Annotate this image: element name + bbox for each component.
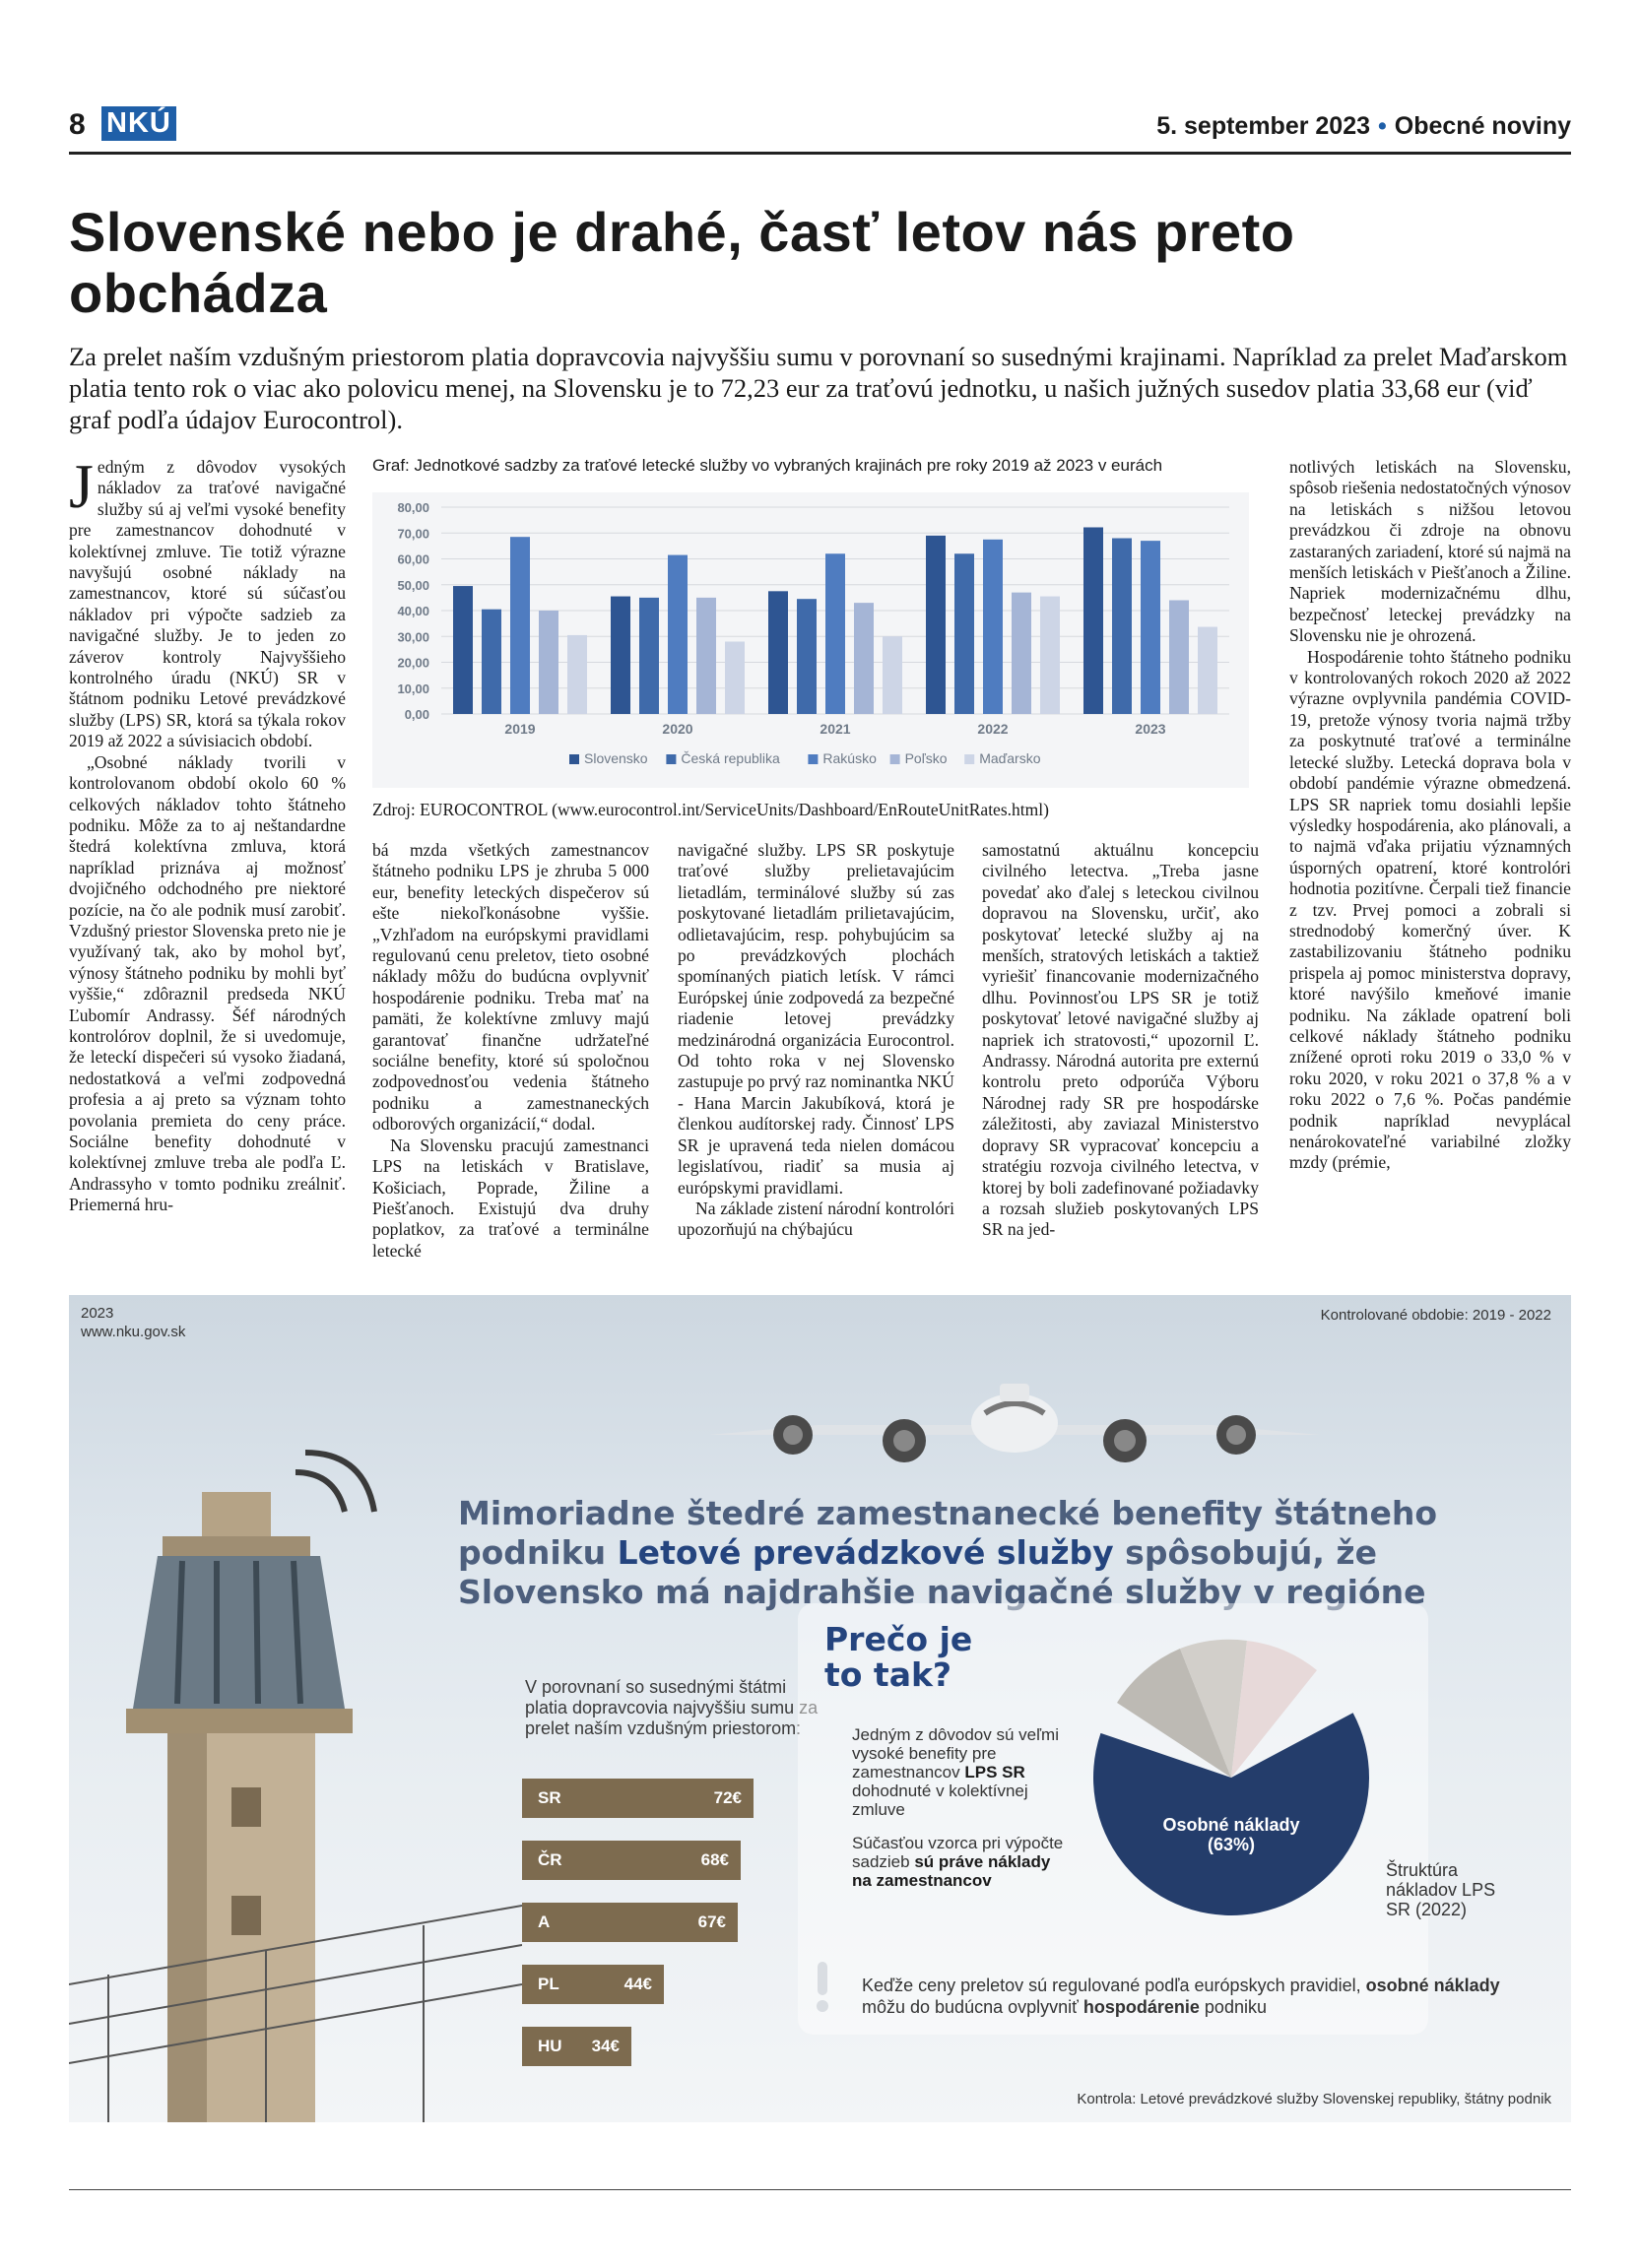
- legend-label: Slovensko: [584, 750, 648, 766]
- paragraph: navigačné služby. LPS SR poskytuje traťové služby prelietavajúcim lietadlám, terminálové služby sú zas poskytované lietadlám prilietavajúcim, odlietavajúcim, resp. pohybujúcim sa po prevádzkových plochách spomínaných piatich letísk. V rámci Európskej únie zodpovedá za bezpečné riadenie letovej prevádzky medzinárodná organizácia Eurocontrol. Od tohto roka v nej Slovensko zastupuje po prvý raz nominantka NKÚ - Hana Marcin Jakubíková, ktorá je členkou audítorskej rady. Činnosť LPS SR je upravená teda nielen domácou legislatívou, riadiť sa musia aj európskymi pravidlami.: [678, 840, 954, 1198]
- pie-caption: Štruktúra nákladov LPS SR (2022): [1386, 1860, 1496, 1919]
- page-header: [69, 106, 1571, 155]
- page-number: 8: [69, 108, 86, 141]
- control-period: Kontrolované obdobie: 2019 - 2022: [1320, 1307, 1551, 1324]
- bar-2022-4: [1040, 597, 1060, 714]
- bar-2022-2: [983, 540, 1003, 714]
- infographic-footer: Kontrola: Letové prevádzkové služby Slovenskej republiky, štátny podnik: [1077, 2091, 1551, 2107]
- y-axis-labels: [397, 500, 429, 722]
- article-column-2: [372, 840, 649, 1262]
- price-value: 67€: [697, 1912, 726, 1931]
- why-heading: Prečo je to tak?: [824, 1620, 973, 1694]
- cost-structure-pie-chart: [1074, 1620, 1389, 1935]
- paragraph: Hospodárenie tohto štátneho podniku v kontrolovaných rokoch 2020 až 2022 výrazne ovplyvnila pandémia COVID-19, pretože výnosy tvoria najmä tržby za poskytnuté traťové a terminálne letecké služby. Letecká doprava bola v období pandémie výrazne obmedzená. LPS SR napriek tomu dosiahli lepšie výsledky hospodárenia, ako plánovali, a to najmä vďaka prijatiu významných úsporných opatrení, ktoré kontrolóri hodnotia pozitívne. Čerpali tiež financie z tzv. Prvej pomoci a zobrali si strednodobý komerčný úver. K zastabilizovaniu štátneho podniku prispela aj pomoc ministerstva dopravy, ktoré navýšilo kmeňové imanie podniku. Na základe opatrení boli celkové náklady štátneho podniku znížené oproti roku 2019 o 33,0 % v roku 2020, v roku 2021 o 37,8 % a v roku 2022 o 7,6 %. Počas pandémie podnik napríklad nevyplácal nenárokovateľné variabilné zložky mzdy (prémie,: [1289, 646, 1571, 1173]
- bar-2019-3: [539, 611, 558, 714]
- drop-cap: J: [69, 451, 94, 521]
- paragraph: Na Slovensku pracujú zamestnanci LPS na letiskách v Bratislave, Košiciach, Poprade, Žiline a Piešťanoch. Existujú dva druhy poplatkov, za traťové a terminálne letecké: [372, 1134, 649, 1261]
- price-value: 34€: [591, 2037, 620, 2055]
- legend-swatch: [569, 754, 579, 764]
- bar-2020-1: [639, 598, 659, 714]
- bar-2019-1: [482, 610, 501, 714]
- exclamation-icon: [803, 1957, 842, 2016]
- bottom-rule: [69, 2189, 1571, 2190]
- infographic-note: Keďže ceny preletov sú regulované podľa európskych pravidiel, osobné náklady môžu do budúcna ovplyvniť hospodárenie podniku: [862, 1976, 1500, 2017]
- y-tick-label: 70,00: [397, 526, 429, 542]
- legend-swatch: [890, 754, 900, 764]
- price-value: 68€: [700, 1850, 729, 1869]
- country-code: SR: [538, 1788, 561, 1807]
- bar-2022-0: [926, 536, 946, 714]
- x-tick-label: 2019: [504, 721, 536, 737]
- chart-caption: Graf: Jednotkové sadzby za traťové letecké služby vo vybraných krajinách pre roky 2019 až 2023 v eurách: [372, 456, 1163, 475]
- pie-label: Osobné náklady (63%): [1162, 1815, 1300, 1854]
- bar-2023-0: [1083, 527, 1103, 714]
- y-tick-label: 60,00: [397, 551, 429, 567]
- reason-benefits: Jedným z dôvodov sú veľmi vysoké benefity pre zamestnancov LPS SR dohodnuté v kolektívnej zmluve: [852, 1725, 1059, 1819]
- y-tick-label: 40,00: [397, 604, 429, 618]
- nku-logo: NKÚ: [101, 106, 176, 141]
- price-bar-A: [522, 1903, 738, 1942]
- airplane-icon: [680, 1374, 1349, 1502]
- bar-2022-1: [954, 553, 974, 714]
- price-value: 44€: [623, 1975, 652, 1993]
- issue-info: [1156, 112, 1571, 141]
- bar-2019-2: [510, 537, 530, 714]
- y-tick-label: 80,00: [397, 500, 429, 515]
- article-column-5: [1289, 457, 1571, 1174]
- price-value: 72€: [713, 1788, 742, 1807]
- price-bar-PL: [522, 1965, 664, 2004]
- bar-2020-4: [725, 642, 745, 715]
- bar-2023-2: [1141, 541, 1160, 714]
- newspaper-name: Obecné noviny: [1394, 112, 1571, 140]
- bar-2020-3: [696, 598, 716, 714]
- bar-2019-0: [453, 586, 473, 714]
- article-column-1: [69, 451, 346, 1216]
- price-bar-ČR: [522, 1841, 741, 1880]
- bar-2021-0: [768, 591, 788, 714]
- bar-2022-3: [1012, 593, 1031, 714]
- country-code: HU: [538, 2037, 562, 2055]
- bar-2020-0: [611, 597, 630, 714]
- paragraph: notlivých letiskách na Slovensku, spôsob riešenia nedostatočných výnosov na letiskách s nižšou letovou prevádzkou či zdroje na obnovu zastaraných zariadení, ktoré sú najmä na menších letiskách v Piešťanoch a Žiline. Napriek modernizačnému dlhu, bezpečnosť leteckej prevádzky na Slovensku nie je ohrozená.: [1289, 457, 1571, 646]
- y-tick-label: 10,00: [397, 680, 429, 696]
- bar-2021-2: [825, 553, 845, 714]
- article-lead: Za prelet naším vzdušným priestorom platia dopravcovia najvyššiu sumu v porovnaní so susednými krajinami. Napríklad za prelet Maďarskom platia tento rok o viac ako polovicu menej, na Slovensku je to 72,23 eur za traťovú jednotku, u našich južných susedov platia 33,68 eur (viď graf podľa údajov Eurocontrol).: [69, 342, 1568, 434]
- x-tick-label: 2020: [662, 721, 693, 737]
- legend-swatch: [808, 754, 818, 764]
- bar-2021-1: [797, 599, 817, 714]
- rates-bar-chart: [372, 492, 1249, 788]
- x-tick-label: 2022: [977, 721, 1009, 737]
- infographic: [69, 1295, 1571, 2122]
- paragraph: bá mzda všetkých zamestnancov štátneho podniku LPS je zhruba 5 000 eur, benefity leteckých dispečerov sú ešte niekoľkonásobne vyššie. „Vzhľadom na európskymi pravidlami regulovanú cenu preletov, tieto osobné náklady môžu do budúcna ovplyvniť hospodárenie podniku. Treba mať na pamäti, že kolektívne zmluvy majú garantovať finančne udržateľné sociálne benefity, ktoré sú spoločnou zodpovednosťou vedenia štátneho podniku a zamestnaneckých odborových organizácií,“ dodal.: [372, 840, 649, 1134]
- comparison-text: V porovnaní so susednými štátmi platia dopravcovia najvyššiu sumu za prelet naším vzdušným priestorom:: [525, 1677, 819, 1738]
- article-title: Slovenské nebo je drahé, časť letov nás preto obchádza: [69, 201, 1295, 324]
- bar-2021-4: [883, 636, 902, 714]
- bar-2020-2: [668, 555, 688, 714]
- x-tick-label: 2023: [1135, 721, 1166, 737]
- bullet-separator: •: [1378, 112, 1387, 140]
- chart-source: Zdroj: EUROCONTROL (www.eurocontrol.int/ServiceUnits/Dashboard/EnRouteUnitRates.html): [372, 800, 1049, 819]
- country-code: PL: [538, 1975, 559, 1993]
- bar-2023-4: [1198, 627, 1217, 714]
- infographic-url: www.nku.gov.sk: [81, 1324, 186, 1340]
- bar-2021-3: [854, 603, 874, 714]
- legend-swatch: [666, 754, 676, 764]
- country-code: A: [538, 1912, 551, 1931]
- legend-label: Rakúsko: [822, 750, 877, 766]
- paragraph: edným z dôvodov vysokých nákladov za traťové navigačné služby sú aj veľmi vysoké benefity pre zamestnancov dohodnuté v kolektívnej zmluve. Tie totiž výrazne navyšujú osobné náklady na zamestnancov, ktoré sú súčasťou nákladov pri výpočte sadzieb za navigačné služby. Je to jeden zo záverov kontroly Najvyššieho kontrolného úradu (NKÚ) SR v štátnom podniku Letové prevádzkové služby (LPS) SR, ktorá sa týkala rokov 2019 až 2022 a súvisiacich období.: [69, 457, 346, 751]
- infographic-year: 2023: [81, 1305, 114, 1322]
- price-bar-SR: [522, 1779, 754, 1818]
- legend-label: Česká republika: [681, 750, 780, 766]
- article-column-4: [982, 840, 1259, 1241]
- x-tick-label: 2021: [820, 721, 851, 737]
- country-code: ČR: [538, 1850, 562, 1869]
- bar-2019-4: [567, 635, 587, 714]
- reason-formula: Súčasťou vzorca pri výpočte sadzieb sú práve náklady na zamestnancov: [852, 1834, 1064, 1890]
- paragraph: „Osobné náklady tvorili v kontrolovanom období okolo 60 % celkových nákladov tohto štátneho podniku. Môže za to aj neštandardne štedrá kolektívna zmluva, ktorá napríklad priznáva aj možnosť dvojičného odchodného pre niektoré pozície, na čo ale podnik musí zarobiť. Vzdušný priestor Slovenska preto nie je využívaný tak, ako by mohol byť, výnosy štátneho podniku by mohli byť vyššie,“ zdôraznil predseda NKÚ Ľubomír Andrassy. Šéf národných kontrolórov doplnil, že si uvedomuje, že leteckí dispečeri sú vysoko žiadaná, nedostatková a veľmi zodpovedná profesia a aj preto sa význam tohto povolania premieta do ceny práce. Sociálne benefity dohodnuté v kolektívnej zmluve treba ale podľa Ľ. Andrassyho v tomto podniku zreálniť. Priemerná hru-: [69, 751, 346, 1215]
- paragraph: Na základe zistení národní kontrolóri upozorňujú na chýbajúcu: [678, 1198, 954, 1240]
- bar-2023-1: [1112, 539, 1132, 715]
- y-tick-label: 30,00: [397, 629, 429, 645]
- article-column-3: [678, 840, 954, 1241]
- issue-date: 5. september 2023: [1156, 112, 1371, 140]
- y-tick-label: 0,00: [404, 707, 429, 722]
- legend-swatch: [964, 754, 974, 764]
- price-bar-HU: [522, 2027, 631, 2066]
- bar-2023-3: [1169, 601, 1189, 715]
- y-tick-label: 50,00: [397, 577, 429, 593]
- legend-label: Maďarsko: [979, 750, 1041, 766]
- control-tower-icon: [69, 1433, 522, 2122]
- paragraph: samostatnú aktuálnu koncepciu civilného letectva. „Treba jasne povedať ako ďalej s leteckou civilnou dopravou na Slovensku, určiť, ako poskytovať letecké služby aj na menších, stratových letiskách a taktiež vyriešiť financovanie modernizačného dlhu. Povinnosťou LPS SR je totiž poskytovať letové navigačné služby aj napriek ich stratovosti,“ upozornil Ľ. Andrassy. Národná autorita pre externú kontrolu preto odporúča Výboru Národnej rady SR pre hospodárske záležitosti, aby zaviazal Ministerstvo dopravy SR vypracovať koncepciu a stratégiu rozvoja civilného letectva, v ktorej by boli zadefinované požiadavky a rozsah služieb poskytovaných LPS SR na jed-: [982, 840, 1259, 1240]
- y-tick-label: 20,00: [397, 655, 429, 671]
- infographic-headline: Mimoriadne štedré zamestnanecké benefity štátneho podniku Letové prevádzkové služby spôsobujú, že Slovensko má najdrahšie navigačné služby v regióne: [458, 1494, 1438, 1611]
- legend-label: Poľsko: [904, 750, 948, 766]
